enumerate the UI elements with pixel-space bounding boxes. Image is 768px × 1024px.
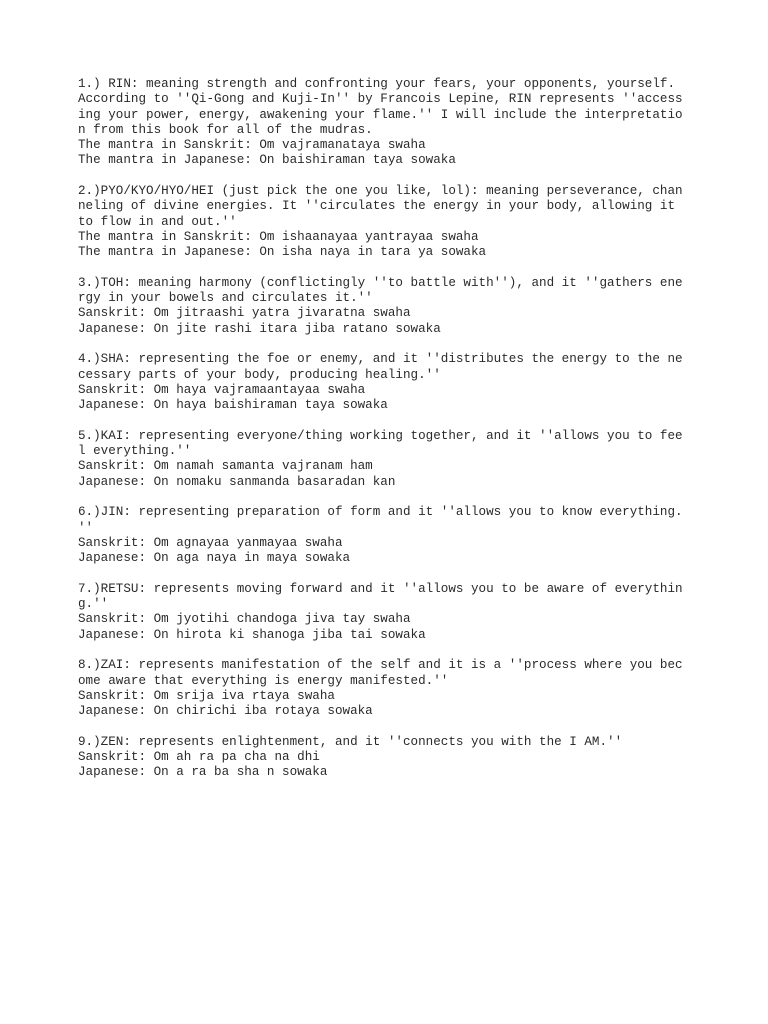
- mudra-section: [78, 658, 718, 719]
- text-line: The mantra in Sanskrit: Om ishaanayaa yantrayaa swaha: [78, 229, 479, 244]
- mudra-section: [78, 582, 718, 643]
- text-line: to flow in and out.'': [78, 214, 237, 229]
- text-line: neling of divine energies. It ''circulates the energy in your body, allowing it: [78, 199, 676, 214]
- text-line: Japanese: On jite rashi itara jiba ratano sowaka: [78, 321, 441, 336]
- text-line: Japanese: On hirota ki shanoga jiba tai sowaka: [78, 627, 426, 642]
- text-line: According to ''Qi-Gong and Kuji-In'' by Francois Lepine, RIN represents ''access: [78, 92, 683, 107]
- document-page: [78, 77, 718, 796]
- text-line: The mantra in Japanese: On isha naya in tara ya sowaka: [78, 245, 487, 260]
- text-line: The mantra in Japanese: On baishiraman taya sowaka: [78, 153, 456, 168]
- mudra-section: [78, 184, 718, 260]
- text-line: cessary parts of your body, producing healing.'': [78, 367, 441, 382]
- text-line: Japanese: On haya baishiraman taya sowaka: [78, 398, 388, 413]
- text-line: Sanskrit: Om haya vajramaantayaa swaha: [78, 382, 366, 397]
- text-line: Sanskrit: Om agnayaa yanmayaa swaha: [78, 535, 343, 550]
- text-line: Sanskrit: Om ah ra pa cha na dhi: [78, 750, 320, 765]
- text-line: Japanese: On chirichi iba rotaya sowaka: [78, 704, 373, 719]
- text-line: rgy in your bowels and circulates it.'': [78, 291, 373, 306]
- text-line: 3.)TOH: meaning harmony (conflictingly ''to battle with''), and it ''gathers ene: [78, 275, 683, 290]
- text-line: 2.)PYO/KYO/HYO/HEI (just pick the one you like, lol): meaning perseverance, chan: [78, 184, 683, 199]
- text-line: Sanskrit: Om namah samanta vajranam ham: [78, 459, 373, 474]
- text-line: Sanskrit: Om srija iva rtaya swaha: [78, 688, 335, 703]
- mudra-section: [78, 276, 718, 337]
- text-line: 4.)SHA: representing the foe or enemy, and it ''distributes the energy to the ne: [78, 352, 683, 367]
- text-line: ing your power, energy, awakening your flame.'' I will include the interpretatio: [78, 107, 683, 122]
- text-line: '': [78, 520, 94, 535]
- text-line: The mantra in Sanskrit: Om vajramanataya swaha: [78, 138, 426, 153]
- mudra-section: [78, 505, 718, 566]
- mudra-section: [78, 429, 718, 490]
- text-line: Sanskrit: Om jitraashi yatra jivaratna swaha: [78, 306, 411, 321]
- mudra-section: [78, 735, 718, 781]
- text-line: 6.)JIN: representing preparation of form and it ''allows you to know everything.: [78, 505, 683, 520]
- text-line: l everything.'': [78, 444, 192, 459]
- text-line: 7.)RETSU: represents moving forward and it ''allows you to be aware of everythin: [78, 581, 683, 596]
- mudra-section: [78, 77, 718, 169]
- text-line: ome aware that everything is energy manifested.'': [78, 673, 449, 688]
- text-line: Sanskrit: Om jyotihi chandoga jiva tay swaha: [78, 612, 411, 627]
- text-line: 9.)ZEN: represents enlightenment, and it ''connects you with the I AM.'': [78, 734, 623, 749]
- text-line: 8.)ZAI: represents manifestation of the self and it is a ''process where you bec: [78, 658, 683, 673]
- mudra-section: [78, 352, 718, 413]
- text-line: Japanese: On nomaku sanmanda basaradan kan: [78, 474, 396, 489]
- text-line: Japanese: On a ra ba sha n sowaka: [78, 765, 328, 780]
- text-line: 5.)KAI: representing everyone/thing working together, and it ''allows you to fee: [78, 428, 683, 443]
- text-line: 1.) RIN: meaning strength and confronting your fears, your opponents, yourself.: [78, 77, 676, 91]
- text-line: n from this book for all of the mudras.: [78, 122, 373, 137]
- text-line: Japanese: On aga naya in maya sowaka: [78, 551, 351, 566]
- text-line: g.'': [78, 597, 109, 612]
